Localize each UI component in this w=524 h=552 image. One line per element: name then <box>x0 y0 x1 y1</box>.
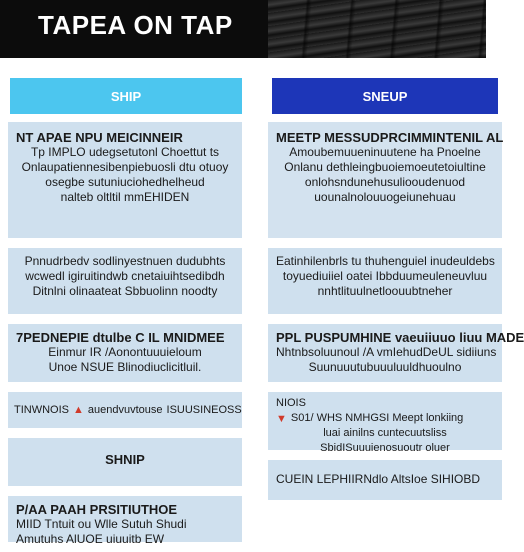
right-card-4-line: NIOIS <box>276 397 306 409</box>
right-card-5[interactable] <box>268 460 502 500</box>
right-card-1-line: Amoubemuueninuutene ha Pnoelne <box>289 145 481 159</box>
left-card-1[interactable] <box>8 122 242 238</box>
left-card-2-line: Ditnlni olinaateat Sbbuolinn noodty <box>32 284 218 298</box>
app-title: TAPEA ON TAP <box>38 10 233 40</box>
right-card-1-title: MEETP MESSUDPRCIMMINTENIL AL <box>276 130 504 145</box>
right-card-4-line: luai ainilns cuntecuutsliss <box>323 427 447 439</box>
right-card-3-line: Suunuuutubuuuluuldhuoulno <box>308 360 462 374</box>
right-card-4[interactable] <box>268 392 502 454</box>
left-card-1-title: NT APAE NPU MEICINNEIR <box>16 130 183 145</box>
down-arrow-icon: ▼ <box>276 412 287 425</box>
left-card-1-line: Tp IMPLO udegsetutonl Choettut ts <box>30 145 220 159</box>
right-card-2[interactable] <box>268 248 502 314</box>
left-card-5-title: SHNIP <box>105 452 145 467</box>
header-photo <box>268 0 486 58</box>
left-card-4-label: auendvuvtouse <box>87 403 163 416</box>
right-card-1-line: onlohsndunehusuliooudenuod <box>304 175 466 189</box>
left-card-4-label: ISUUSINEOSS <box>166 403 242 416</box>
left-card-6-title: P/AA PAAH PRSITIUTHOE <box>16 502 178 517</box>
header-banner <box>0 0 486 58</box>
right-card-1[interactable] <box>268 122 502 238</box>
left-card-2-line: Pnnudrbedv sodlinyestnuen dudubhts <box>24 254 226 268</box>
left-card-3[interactable] <box>8 324 242 382</box>
left-card-2[interactable] <box>8 248 242 314</box>
right-card-2-line: nnhtlituulnetloouubtneher <box>317 284 453 298</box>
right-card-2-line: toyuediuiiel oatei Ibbduumeuleneuvluu <box>282 269 488 283</box>
right-card-4-line: S01/ WHS NMHGSI Meept lonkiing <box>290 412 464 424</box>
right-card-4-row <box>276 411 494 426</box>
left-column-header[interactable]: SHIP <box>10 78 242 114</box>
right-card-3-line: Nhtnbsoluunoul /A vmIehudDeUL sidiiuns <box>276 345 497 359</box>
right-card-1-line: uounalnolouuogeiunehuau <box>314 190 456 204</box>
left-card-1-line: nalteb oltltil mmEHIDEN <box>60 190 190 204</box>
up-arrow-icon: ▲ <box>73 404 84 416</box>
left-column <box>8 78 242 552</box>
left-card-6[interactable] <box>8 496 242 546</box>
right-card-4-line: SbidISuuuienosuoutr oluer <box>320 442 450 454</box>
right-card-5-line: CUEIN LEPHIIRNdlo AltsIoe SIHIOBD <box>276 472 481 486</box>
left-card-5[interactable] <box>8 438 242 486</box>
right-card-3[interactable] <box>268 324 524 382</box>
left-card-1-line: osegbe sutuniuciohedhelheud <box>45 175 205 189</box>
right-card-2-line: Eatinhilenbrls tu thuhenguiel inudeuldebs <box>276 254 495 268</box>
left-card-4-label: TINWNOIS <box>14 403 69 416</box>
right-card-3-title: PPL PUSPUMHINE vaeuiiuuo liuu MADE <box>276 330 524 345</box>
left-card-2-line: wcwedl igiruitindwb cnetaiuihtsedibdh <box>25 269 225 283</box>
left-card-3-line: Einmur IR /Aonontuuuieloum <box>48 345 202 359</box>
right-card-1-line: Onlanu dethleingbuoiemoeutetoiultine <box>284 160 486 174</box>
left-card-4[interactable] <box>8 392 242 428</box>
left-card-3-line: Unoe NSUE Blinodiuclicitluil. <box>48 360 202 374</box>
left-card-6-line: Amutuhs AlUOE uiuuitb EW <box>16 532 165 546</box>
left-card-6-line: MIID Tntuit ou Wlle Sutuh Shudi <box>16 517 187 531</box>
left-card-1-line: Onlaupatiennesibenpiebuosli dtu otuoy <box>21 160 229 174</box>
right-column <box>268 78 524 510</box>
left-card-3-title: 7PEDNEPIE dtulbe C IL MNIDMEE <box>16 330 225 345</box>
right-column-header[interactable]: SNEUP <box>272 78 498 114</box>
